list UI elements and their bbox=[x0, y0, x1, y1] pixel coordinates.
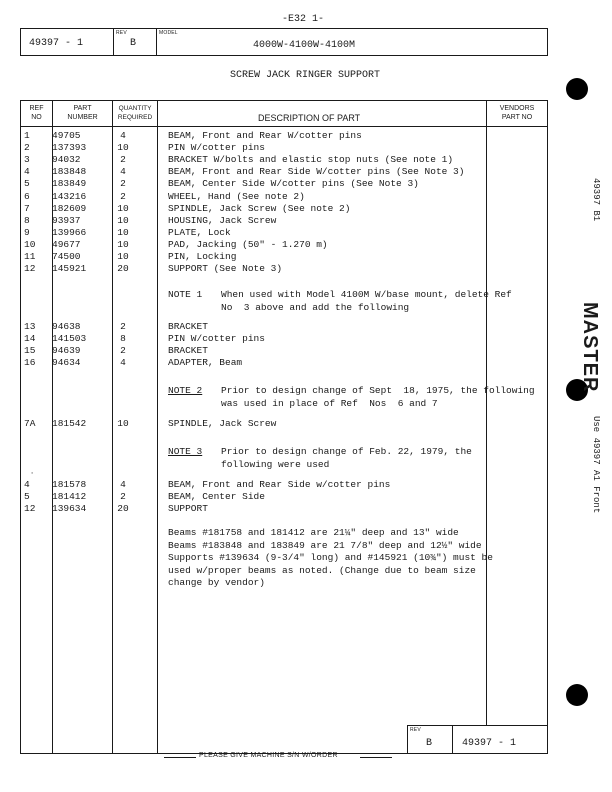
note2-text: Prior to design change of Sept 18, 1975, the following was used in place of Ref Nos 6 and 7 bbox=[221, 385, 535, 409]
part-number-cell: 183848 bbox=[52, 166, 87, 178]
page-code: -E32 1- bbox=[282, 14, 325, 25]
ref-cell: 10 bbox=[24, 238, 36, 250]
ref-cell: 7 bbox=[24, 202, 30, 214]
ref-cell: 11 bbox=[24, 251, 36, 262]
part-number-cell: 94639 bbox=[52, 345, 81, 357]
quantity-cell: 10 bbox=[117, 214, 129, 226]
part-number-cell: 145921 bbox=[52, 263, 87, 275]
quantity-cell: 10 bbox=[117, 202, 129, 214]
description-cell: WHEEL, Hand (See note 2) bbox=[168, 190, 305, 202]
description-header: DESCRIPTION OF PART bbox=[258, 113, 361, 123]
quantity-cell: 2 bbox=[120, 321, 126, 332]
quantity-cell: 20 bbox=[117, 263, 129, 275]
description-cell: SUPPORT bbox=[168, 503, 208, 515]
description-cell: PIN W/cotter pins bbox=[168, 142, 265, 154]
part-number-cell: 94634 bbox=[52, 357, 81, 369]
description-cell: SPINDLE, Jack Screw (See note 2) bbox=[168, 202, 351, 214]
part-number-cell: 183849 bbox=[52, 178, 87, 190]
model-label: MODEL bbox=[159, 30, 178, 36]
doc-number: 49397 - 1 bbox=[29, 38, 84, 49]
note1-label: NOTE 1 bbox=[168, 289, 203, 300]
ref-cell: 15 bbox=[24, 345, 36, 357]
quantity-cell: 10 bbox=[117, 142, 129, 154]
part-number-cell: 94032 bbox=[52, 154, 81, 166]
part-number-cell: 181542 bbox=[52, 418, 87, 429]
quantity-cell: 2 bbox=[120, 491, 126, 503]
description-cell: PIN W/cotter pins bbox=[168, 333, 265, 345]
ref-cell: 6 bbox=[24, 190, 30, 202]
note2-label: NOTE 2 bbox=[168, 385, 203, 396]
quantity-cell: 2 bbox=[120, 154, 126, 166]
description-cell: HOUSING, Jack Screw bbox=[168, 214, 277, 226]
rev-value: B bbox=[130, 38, 137, 49]
vendors-part-header: VENDORS PART NO bbox=[499, 105, 535, 121]
beam-size-note: Beams #181758 and 181412 are 21¼" deep and 13" wide Beams #183848 and 183849 are 21 7/8" deep and 12½" wide Supports #139634 (9-3/4" long) and #145921 (10¾") must be used w/proper beams as noted. (Change due to beam size change by vendor) bbox=[168, 527, 493, 588]
part-number-cell: 49705 bbox=[52, 130, 81, 141]
ref-cell: 14 bbox=[24, 333, 36, 345]
ref-cell: 9 bbox=[24, 226, 30, 238]
description-cell: BEAM, Center Side W/cotter pins (See Note 3) bbox=[168, 178, 419, 190]
part-number-cell: 181412 bbox=[52, 491, 87, 503]
description-cell: BEAM, Front and Rear Side W/cotter pins (See Note 3) bbox=[168, 166, 465, 178]
part-number-cell: 141503 bbox=[52, 333, 87, 345]
description-cell: BEAM, Front and Rear W/cotter pins bbox=[168, 130, 362, 141]
model-value: 4000W-4100W-4100M bbox=[253, 40, 356, 51]
footer-rev-label: REV bbox=[410, 727, 421, 733]
part-number-cell: 182609 bbox=[52, 202, 87, 214]
description-cell: BRACKET bbox=[168, 345, 208, 357]
part-number-header: PART NUMBER bbox=[67, 105, 98, 121]
quantity-cell: 4 bbox=[120, 166, 126, 178]
part-number-cell: 93937 bbox=[52, 214, 81, 226]
ref-cell: 3 bbox=[24, 154, 30, 166]
quantity-cell: 4 bbox=[120, 130, 126, 141]
page-title: SCREW JACK RINGER SUPPORT bbox=[230, 70, 381, 81]
quantity-cell: 20 bbox=[117, 503, 129, 515]
description-cell: ADAPTER, Beam bbox=[168, 357, 243, 369]
quantity-cell: 2 bbox=[120, 190, 126, 202]
description-cell: PAD, Jacking (50" - 1.270 m) bbox=[168, 238, 328, 250]
quantity-cell: 10 bbox=[117, 251, 129, 262]
ref-cell: 13 bbox=[24, 321, 36, 332]
description-cell: BRACKET W/bolts and elastic stop nuts (See note 1) bbox=[168, 154, 454, 166]
description-cell: BEAM, Center Side bbox=[168, 491, 265, 503]
ref-cell: 7A bbox=[24, 418, 36, 429]
ref-cell: 5 bbox=[24, 178, 30, 190]
quantity-cell: 10 bbox=[117, 238, 129, 250]
ref-cell: 2 bbox=[24, 142, 30, 154]
ref-cell: 12 bbox=[24, 503, 36, 515]
part-number-cell: 137393 bbox=[52, 142, 87, 154]
footer-doc-number: 49397 - 1 bbox=[462, 738, 517, 749]
quantity-cell: 8 bbox=[120, 333, 126, 345]
ref-cell: 12 bbox=[24, 263, 36, 275]
note3-text: Prior to design change of Feb. 22, 1979, the following were used bbox=[221, 446, 472, 470]
quantity-cell: 2 bbox=[120, 345, 126, 357]
part-number-cell: 74500 bbox=[52, 251, 81, 262]
description-cell: BRACKET bbox=[168, 321, 208, 332]
master-stamp: MASTER bbox=[579, 302, 601, 393]
punch-hole-bottom bbox=[566, 684, 588, 706]
quantity-cell: 4 bbox=[120, 479, 126, 490]
part-number-cell: 49677 bbox=[52, 238, 81, 250]
part-number-cell: 143216 bbox=[52, 190, 87, 202]
note1-text: When used with Model 4100M W/base mount, delete Ref No 3 above and add the following bbox=[221, 289, 512, 313]
ref-cell: 8 bbox=[24, 214, 30, 226]
tick-mark: · bbox=[30, 470, 35, 478]
description-cell: BEAM, Front and Rear Side w/cotter pins bbox=[168, 479, 391, 490]
quantity-cell: 2 bbox=[120, 178, 126, 190]
footer-rule-left bbox=[164, 757, 196, 758]
punch-hole-top bbox=[566, 78, 588, 100]
note3-label: NOTE 3 bbox=[168, 446, 203, 457]
part-number-cell: 181578 bbox=[52, 479, 87, 490]
footer-rule-right bbox=[360, 757, 392, 758]
margin-top-code: 49397 B1 bbox=[591, 178, 601, 222]
description-cell: PLATE, Lock bbox=[168, 226, 231, 238]
ref-cell: 16 bbox=[24, 357, 36, 369]
ref-cell: 5 bbox=[24, 491, 30, 503]
ref-header: REF NO bbox=[29, 105, 44, 121]
footer-rev-value: B bbox=[426, 738, 433, 749]
description-cell: SUPPORT (See Note 3) bbox=[168, 263, 283, 275]
ref-cell: 1 bbox=[24, 130, 30, 141]
quantity-cell: 10 bbox=[117, 418, 129, 429]
ref-cell: 4 bbox=[24, 166, 30, 178]
part-number-cell: 139634 bbox=[52, 503, 87, 515]
header-box bbox=[20, 28, 548, 56]
ref-cell: 4 bbox=[24, 479, 30, 490]
quantity-cell: 10 bbox=[117, 226, 129, 238]
part-number-cell: 139966 bbox=[52, 226, 87, 238]
part-number-cell: 94638 bbox=[52, 321, 81, 332]
description-cell: PIN, Locking bbox=[168, 251, 237, 262]
description-cell: SPINDLE, Jack Screw bbox=[168, 418, 277, 429]
quantity-header: QUANTITY REQUIRED bbox=[117, 105, 153, 121]
quantity-cell: 4 bbox=[120, 357, 126, 369]
footer-instruction: PLEASE GIVE MACHINE S/N W/ORDER bbox=[199, 752, 338, 759]
margin-bottom-code: Use 49397 A1 Front bbox=[591, 416, 601, 514]
rev-label: REV bbox=[116, 30, 127, 36]
footer-rev-box bbox=[407, 725, 548, 754]
